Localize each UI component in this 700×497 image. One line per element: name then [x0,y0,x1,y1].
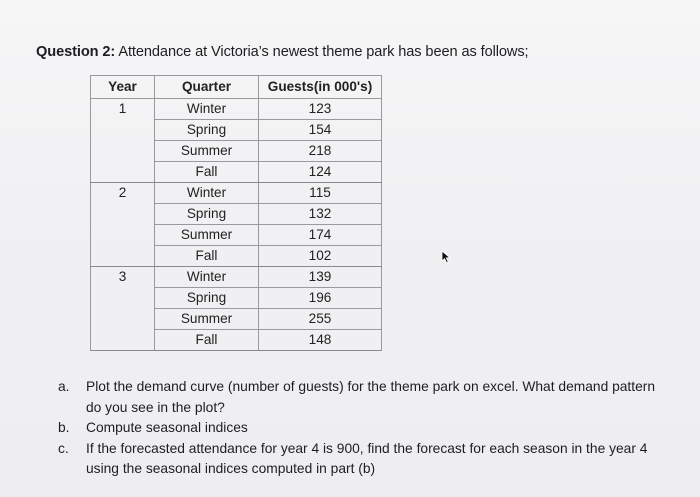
question-text: Attendance at Victoria’s newest theme park has been as follows; [115,44,529,60]
cell-year [91,309,155,330]
table-row [91,99,382,120]
cell-guests: 154 [259,120,382,141]
cell-year [91,288,155,309]
table-row [91,225,382,246]
question-heading [36,44,528,60]
cell-year [91,225,155,246]
cell-quarter: Fall [155,162,259,183]
table-header-row [91,76,382,99]
question-part [58,439,673,480]
cell-year: 1 [91,99,155,120]
table-body [91,99,382,351]
table-row [91,204,382,225]
table-row [91,120,382,141]
cell-guests: 132 [259,204,382,225]
cell-quarter: Spring [155,120,259,141]
cell-year [91,141,155,162]
part-text: Compute seasonal indices [86,420,248,435]
part-marker: b. [58,420,70,435]
cell-guests: 139 [259,267,382,288]
cell-quarter: Spring [155,204,259,225]
question-part [58,418,673,439]
part-marker: a. [58,379,70,394]
question-parts-list [58,377,673,480]
part-text: Plot the demand curve (number of guests) for the theme park on excel. What demand pattern do you see in the plot? [86,379,656,415]
attendance-table [90,75,382,351]
cell-quarter: Fall [155,330,259,351]
cell-quarter: Fall [155,246,259,267]
cell-guests: 123 [259,99,382,120]
table-row [91,330,382,351]
cell-quarter: Winter [155,267,259,288]
cell-quarter: Summer [155,225,259,246]
header-guests: Guests(in 000's) [259,76,382,99]
table-row [91,288,382,309]
cell-quarter: Winter [155,183,259,204]
cell-year [91,330,155,351]
table-row [91,183,382,204]
cell-guests: 218 [259,141,382,162]
table-row [91,141,382,162]
cell-year [91,162,155,183]
table-row [91,162,382,183]
cell-year [91,120,155,141]
cell-guests: 124 [259,162,382,183]
table-row [91,267,382,288]
cell-guests: 148 [259,330,382,351]
cell-guests: 174 [259,225,382,246]
part-marker: c. [58,440,69,456]
cell-quarter: Spring [155,288,259,309]
table-row [91,309,382,330]
cell-quarter: Summer [155,309,259,330]
question-label: Question 2: [36,44,116,60]
question-part [58,377,673,418]
cell-guests: 255 [259,309,382,330]
cell-guests: 102 [259,246,382,267]
cell-year [91,246,155,267]
cell-year: 2 [91,183,155,204]
header-quarter: Quarter [155,76,259,99]
cell-quarter: Summer [155,141,259,162]
part-text: If the forecasted attendance for year 4 is 900, find the forecast for each season in the year 4 using the seasonal indices computed in part (b) [86,440,648,476]
cell-year [91,204,155,225]
cell-year: 3 [91,267,155,288]
cell-quarter: Winter [155,99,259,120]
table-row [91,246,382,267]
cell-guests: 115 [259,183,382,204]
header-year: Year [91,76,155,99]
cell-guests: 196 [259,288,382,309]
